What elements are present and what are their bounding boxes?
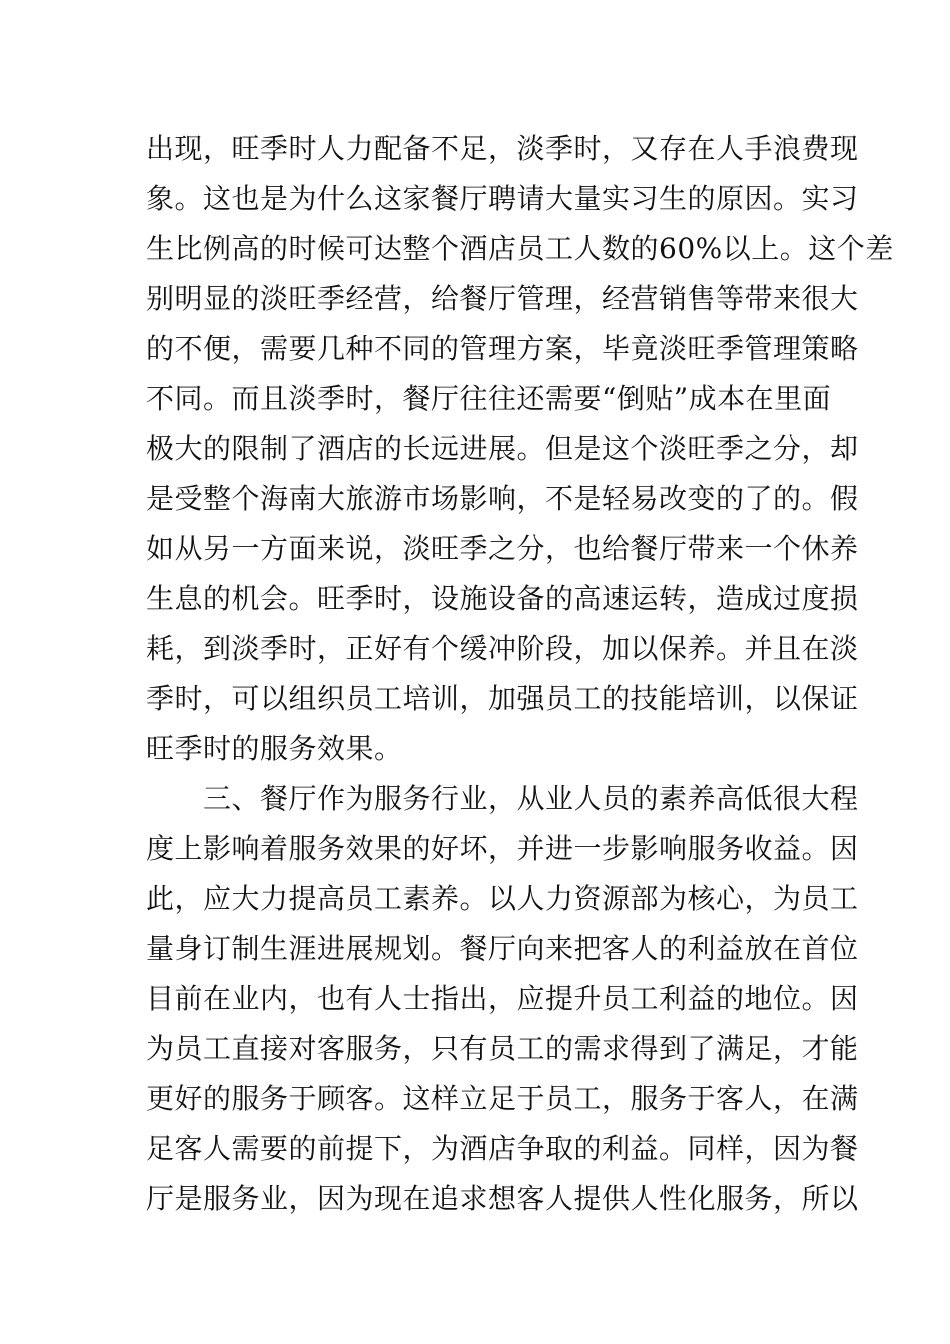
text-line: 耗，到淡季时，正好有个缓冲阶段，加以保养。并且在淡 (146, 632, 859, 665)
text-line: 旺季时的服务效果。 (146, 732, 403, 765)
text-line: 三、餐厅作为服务行业，从业人员的素养高低很大程 (146, 782, 859, 815)
text-line: 生比例高的时候可达整个酒店员工人数的60%以上。这个差 (146, 232, 894, 265)
text-line: 极大的限制了酒店的长远进展。但是这个淡旺季之分，却 (146, 432, 859, 465)
text-line: 目前在业内，也有人士指出，应提升员工利益的地位。因 (146, 982, 859, 1015)
text-line: 的不便，需要几种不同的管理方案，毕竟淡旺季管理策略 (146, 332, 859, 365)
text-line: 别明显的淡旺季经营，给餐厅管理，经营销售等带来很大 (146, 282, 859, 315)
text-line: 更好的服务于顾客。这样立足于员工，服务于客人，在满 (146, 1082, 859, 1115)
paragraph-1 (146, 124, 894, 774)
text-line: 足客人需要的前提下，为酒店争取的利益。同样，因为餐 (146, 1132, 859, 1165)
text-line: 此，应大力提高员工素养。以人力资源部为核心，为员工 (146, 882, 859, 915)
text-line: 如从另一方面来说，淡旺季之分，也给餐厅带来一个休养 (146, 532, 859, 565)
body-text (146, 124, 894, 1224)
text-line: 量身订制生涯进展规划。餐厅向来把客人的利益放在首位 (146, 932, 859, 965)
text-line: 出现，旺季时人力配备不足，淡季时，又存在人手浪费现 (146, 132, 859, 165)
text-line: 季时，可以组织员工培训，加强员工的技能培训，以保证 (146, 682, 859, 715)
text-line: 生息的机会。旺季时，设施设备的高速运转，造成过度损 (146, 582, 859, 615)
text-line: 是受整个海南大旅游市场影响，不是轻易改变的了的。假 (146, 482, 859, 515)
text-line: 为员工直接对客服务，只有员工的需求得到了满足，才能 (146, 1032, 859, 1065)
text-line: 度上影响着服务效果的好坏，并进一步影响服务收益。因 (146, 832, 859, 865)
text-line: 不同。而且淡季时，餐厅往往还需要“倒贴”成本在里面 (146, 382, 832, 415)
text-line: 象。这也是为什么这家餐厅聘请大量实习生的原因。实习 (146, 182, 859, 215)
paragraph-2 (146, 774, 859, 1224)
text-line: 厅是服务业，因为现在追求想客人提供人性化服务，所以 (146, 1182, 859, 1215)
